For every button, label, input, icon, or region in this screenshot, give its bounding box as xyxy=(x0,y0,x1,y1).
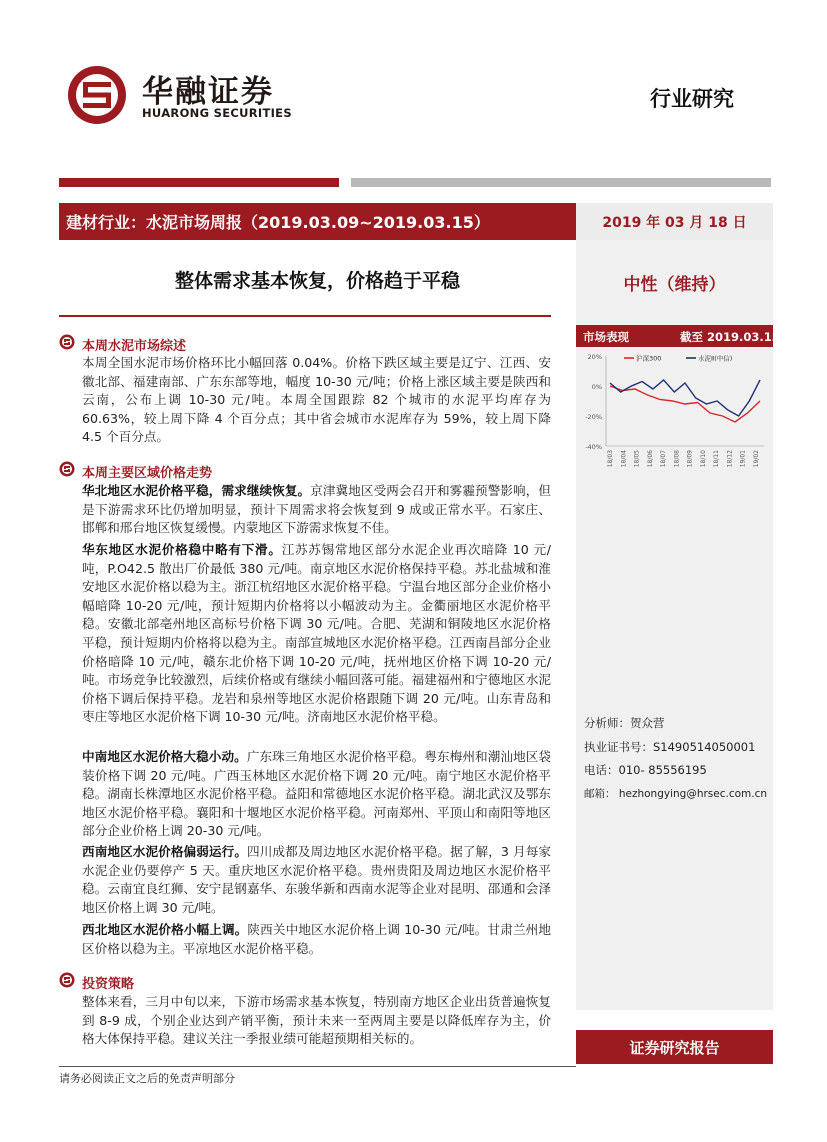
market-performance-chart xyxy=(580,350,772,478)
legend-label: 水泥Ⅱ(中信) xyxy=(698,354,733,363)
x-tick-label: 18/11 xyxy=(713,450,721,468)
analyst-email: 邮箱： hezhongying@hrsec.com.cn xyxy=(584,788,768,800)
x-tick-label: 18/07 xyxy=(660,450,668,468)
x-tick-label: 18/09 xyxy=(686,450,694,468)
analyst-name: 分析师：贺众营 xyxy=(584,716,665,730)
logo-name-cn: 华融证券 xyxy=(142,74,274,110)
y-tick-label: -20% xyxy=(585,413,602,421)
x-tick-label: 18/10 xyxy=(699,450,707,468)
section-heading-regional: 本周主要区域价格走势 xyxy=(82,466,213,481)
regional-paragraph-north xyxy=(82,482,551,538)
regional-paragraph-southwest xyxy=(82,843,551,917)
regional-paragraph-central-south xyxy=(82,748,551,841)
strategy-paragraph: 整体来看，三月中旬以来，下游市场需求基本恢复，特别南方地区企业出货普遍恢复到 8-9 成，个别企业达到产销平衡，预计未来一至两周主要是以降低库存为主，价格大体保持平稳。建议关注一季报业绩可能超预期相关标的。 xyxy=(82,994,551,1047)
headline-rule xyxy=(59,315,551,317)
market-performance-label: 市场表现 xyxy=(583,330,629,344)
regional-paragraph-east xyxy=(82,541,551,727)
section-heading-overview: 本周水泥市场综述 xyxy=(82,339,187,354)
regional-paragraph-northwest xyxy=(82,921,551,958)
huarong-logo-icon xyxy=(66,64,128,126)
divider-grey xyxy=(351,178,771,187)
legend-label: 沪深300 xyxy=(636,354,662,363)
region-heading: 西南地区水泥价格偏弱运行。 xyxy=(82,844,248,859)
x-tick-label: 18/03 xyxy=(607,450,614,468)
analyst-phone: 电话：010- 85556195 xyxy=(584,763,707,777)
report-type-label: 证券研究报告 xyxy=(629,1039,720,1057)
section-bullet-icon xyxy=(59,461,75,477)
region-heading: 华东地区水泥价格稳中略有下滑。 xyxy=(82,542,282,557)
region-text: 江苏苏锡常地区部分水泥企业再次暗降 10 元/吨，P.O42.5 散出厂价最低 380 元/吨。南京地区水泥价格保持平稳。苏北盐城和淮安地区水泥价格以稳为主。浙江杭绍地区水泥价格平稳。宁温台地区部分企业价格小幅暗降 10-20 元/吨，预计短期内价格将以小幅波动为主。金衢丽地区水泥价格平稳。安徽北部亳州地区高标号价格下调 30 元/吨。合肥、芜湖和铜陵地区水泥价格平稳，预计短期内价格将以稳为主。南部宣城地区水泥价格平稳。江西南昌部分企业价格暗降 10 元/吨，赣东北价格下调 10-20 元/吨，抚州地区价格下调 10-20 元/吨。市场竞争比较激烈，后续价格或有继续小幅回落可能。福建福州和宁德地区水泥价格下调后保持平稳。龙岩和泉州等地区水泥价格跟随下调 20 元/吨。山东青岛和枣庄等地区水泥价格下调 10-30 元/吨。济南地区水泥价格平稳。 xyxy=(82,542,552,725)
analyst-cert: 执业证书号：S1490514050001 xyxy=(584,740,756,754)
rating: 中性（维持） xyxy=(623,275,726,295)
x-tick-label: 18/05 xyxy=(633,450,641,468)
divider-red xyxy=(59,178,339,187)
region-heading: 华北地区水泥价格平稳，需求继续恢复。 xyxy=(82,483,311,498)
report-category: 行业研究 xyxy=(650,87,734,111)
footer-rule xyxy=(59,1066,576,1067)
section-bullet-icon xyxy=(59,972,75,988)
region-heading: 中南地区水泥价格大稳小动。 xyxy=(82,749,247,764)
region-text: 四川成都及周边地区水泥价格平稳。据了解，3 月每家水泥企业仍要停产 5 天。重庆地区水泥价格平稳。贵州贵阳及周边地区水泥价格平稳。云南宜良红狮、安宁昆钢嘉华、东骏华新和西南水泥等企业对昆明、邵通和会泽地区价格上调 30 元/吨。 xyxy=(82,844,551,915)
report-date: 2019 年 03 月 18 日 xyxy=(602,215,747,231)
y-tick-label: 20% xyxy=(587,353,602,361)
y-tick-label: 0% xyxy=(591,383,602,391)
section-bullet-icon xyxy=(59,334,75,350)
x-tick-label: 18/04 xyxy=(620,450,628,468)
logo-name-en: HUARONG SECURITIES xyxy=(142,106,292,120)
market-performance-date: 截至 2019.03.15 xyxy=(680,330,780,344)
x-tick-label: 19/02 xyxy=(753,450,760,468)
x-tick-label: 19/01 xyxy=(739,450,747,468)
y-tick-label: -40% xyxy=(585,443,602,451)
x-tick-label: 18/12 xyxy=(726,450,734,468)
region-text: 广东珠三角地区水泥价格平稳。粤东梅州和潮汕地区袋装价格下调 20 元/吨。广西玉林地区水泥价格下调 20 元/吨。南宁地区水泥价格平稳。湖南长株潭地区水泥价格平稳。益阳和常德地区水泥价格平稳。湖北武汉及鄂东地区水泥价格平稳。襄阳和十堰地区水泥价格平稳。河南郑州、平顶山和南阳等地区部分企业价格上调 20-30 元/吨。 xyxy=(82,749,552,839)
x-tick-label: 18/06 xyxy=(646,450,654,468)
report-title: 建材行业：水泥市场周报（2019.03.09~2019.03.15） xyxy=(66,213,490,232)
headline: 整体需求基本恢复，价格趋于平稳 xyxy=(174,270,460,292)
region-heading: 西北地区水泥价格小幅上调。 xyxy=(82,922,248,937)
series-line-1 xyxy=(610,380,760,416)
footer-disclaimer: 请务必阅读正文之后的免责声明部分 xyxy=(59,1072,235,1085)
x-tick-label: 18/08 xyxy=(673,450,681,468)
section-heading-strategy: 投资策略 xyxy=(82,977,135,992)
series-line-0 xyxy=(610,386,760,422)
region-text: 京津冀地区受两会召开和雾霾预警影响，但是下游需求环比仍增加明显，预计下周需求将会恢复到 9 成或正常水平。石家庄、邯郸和邢台地区恢复缓慢。内蒙地区下游需求恢复不佳。 xyxy=(82,483,552,536)
region-text: 陕西关中地区水泥价格上调 10-30 元/吨。甘肃兰州地区价格以稳为主。平凉地区水泥价格平稳。 xyxy=(82,922,551,956)
overview-paragraph: 本周全国水泥市场价格环比小幅回落 0.04%。价格下跌区域主要是辽宁、江西、安徽北部、福建南部、广东东部等地，幅度 10-30 元/吨；价格上涨区域主要是陕西和云南，公布上调 10-30 元/吨。本周全国跟踪 82 个城市的水泥平均库存为 60.63%，较上周下降 4 个百分点；其中省会城市水泥库存为 59%，较上周下降 4.5 个百分点。 xyxy=(82,355,551,445)
